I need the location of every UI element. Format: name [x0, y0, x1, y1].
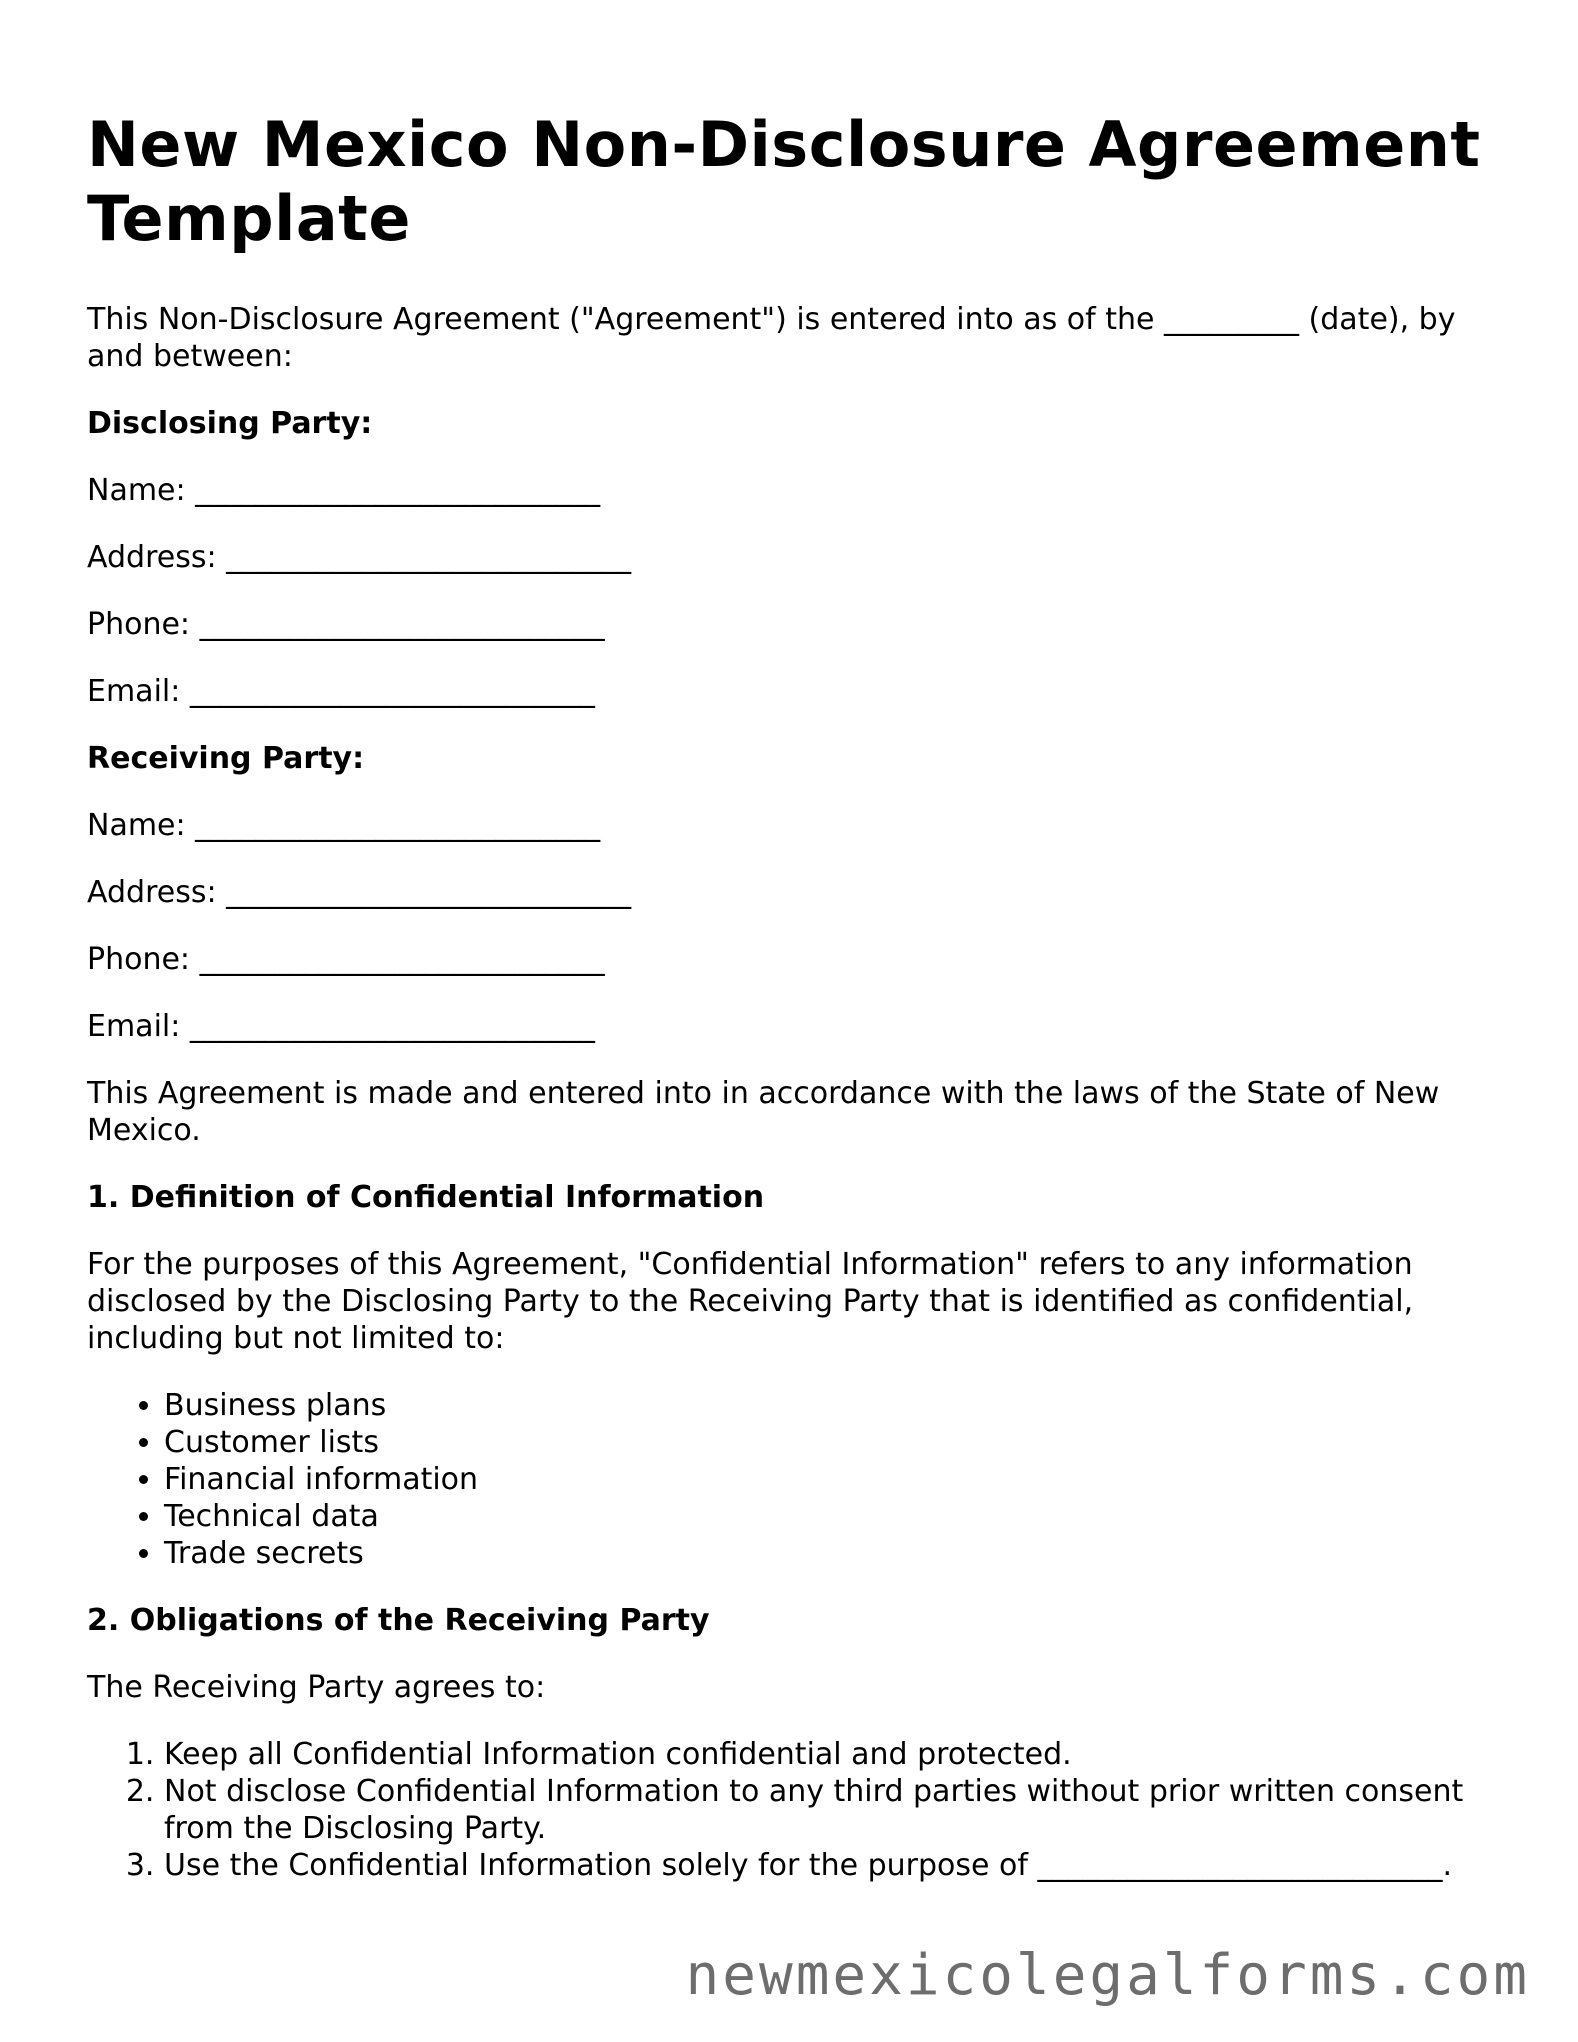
list-item: • Technical data: [164, 1498, 1497, 1535]
section-2-text: The Receiving Party agrees to:: [87, 1670, 546, 1705]
list-item: • Business plans: [164, 1387, 1497, 1424]
section-1-text: For the purposes of this Agreement, "Confidential Information" refers to any information disclosed by the Disclosing Party to the Receiving Party that is identified as confidential, including but not limited to:: [87, 1247, 1414, 1356]
document-title: New Mexico Non-Disclosure Agreement Template: [87, 108, 1481, 255]
list-item: 2. Not disclose Confidential Information to any third parties without prior written consent from the Disclosing Party.: [164, 1773, 1497, 1847]
disclosing-name-field: Name: ___________________________: [87, 473, 601, 508]
list-item: • Financial information: [164, 1461, 1497, 1498]
section-2-title: 2. Obligations of the Receiving Party: [87, 1603, 710, 1638]
list-item: • Customer lists: [164, 1424, 1497, 1461]
obligations-list: [87, 1736, 1497, 1884]
list-item: • Trade secrets: [164, 1535, 1497, 1572]
receiving-email-field: Email: ___________________________: [87, 1009, 595, 1044]
disclosing-phone-field: Phone: ___________________________: [87, 607, 605, 642]
receiving-phone-field: Phone: ___________________________: [87, 942, 605, 977]
disclosing-email-field: Email: ___________________________: [87, 674, 595, 709]
confidential-info-list: [87, 1387, 1497, 1572]
disclosing-address-field: Address: ___________________________: [87, 540, 632, 575]
receiving-party-heading: Receiving Party:: [87, 741, 365, 776]
list-item: 3. Use the Confidential Information solely for the purpose of ___________________________.: [164, 1847, 1497, 1884]
site-watermark: newmexicolegalforms.com: [685, 1943, 1530, 2008]
receiving-name-field: Name: ___________________________: [87, 808, 601, 843]
receiving-address-field: Address: ___________________________: [87, 875, 632, 910]
governing-law-paragraph: This Agreement is made and entered into in accordance with the laws of the State of New Mexico.: [87, 1076, 1440, 1148]
section-1-title: 1. Definition of Confidential Information: [87, 1180, 765, 1215]
intro-paragraph: This Non-Disclosure Agreement ("Agreement") is entered into as of the _________ (date), by and between:: [87, 302, 1456, 374]
disclosing-party-heading: Disclosing Party:: [87, 406, 373, 441]
document-page: [87, 108, 1497, 1914]
list-item: 1. Keep all Confidential Information confidential and protected.: [164, 1736, 1497, 1773]
